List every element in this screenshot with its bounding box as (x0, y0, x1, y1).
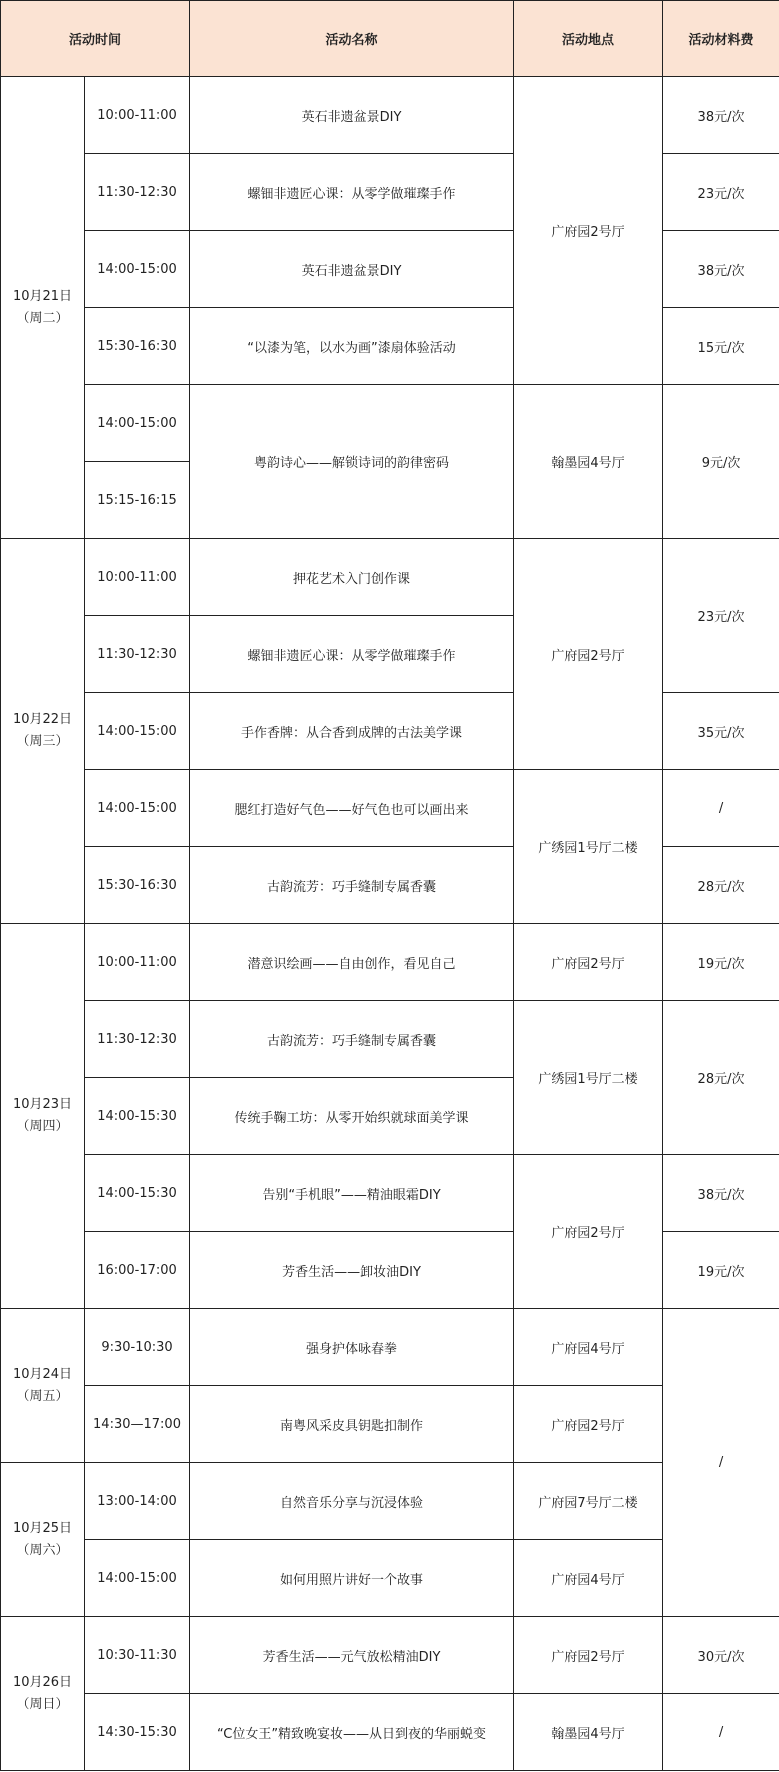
date-cell (1, 539, 85, 924)
fee-cell: 19元/次 (663, 924, 779, 1001)
table-row (1, 1155, 779, 1232)
activity-name-cell: 古韵流芳：巧手缝制专属香囊 (190, 847, 514, 924)
date-label: 10月24日 (12, 1366, 73, 1382)
activity-name-cell: 芳香生活——卸妆油DIY (190, 1232, 514, 1309)
table-row (1, 385, 779, 462)
table-row (1, 77, 779, 154)
fee-cell: / (663, 1694, 779, 1771)
location-cell: 翰墨园4号厅 (514, 1694, 663, 1771)
activity-name-cell: 腮红打造好气色——好气色也可以画出来 (190, 770, 514, 847)
date-label: 10月23日 (12, 1097, 73, 1112)
weekday-label: （周三） (16, 734, 69, 749)
date-cell (1, 1309, 85, 1463)
time-cell: 14:00-15:00 (85, 1540, 190, 1617)
time-cell: 14:00-15:30 (85, 1078, 190, 1155)
time-cell: 10:00-11:00 (85, 924, 190, 1001)
activity-name-cell: 粤韵诗心——解锁诗词的韵律密码 (190, 385, 514, 539)
time-cell: 14:00-15:30 (85, 1155, 190, 1232)
time-cell: 10:00-11:00 (85, 77, 190, 154)
time-cell: 16:00-17:00 (85, 1232, 190, 1309)
activity-name-cell: 英石非遗盆景DIY (190, 77, 514, 154)
activity-name-cell: 英石非遗盆景DIY (190, 231, 514, 308)
activity-name-cell: “以漆为笔，以水为画”漆扇体验活动 (190, 308, 514, 385)
location-cell: 广府园2号厅 (514, 1617, 663, 1694)
fee-cell: 15元/次 (663, 308, 779, 385)
table-row (1, 1386, 779, 1463)
activity-name-cell: 螺钿非遗匠心课：从零学做璀璨手作 (190, 616, 514, 693)
time-cell: 11:30-12:30 (85, 1001, 190, 1078)
fee-cell: 35元/次 (663, 693, 779, 770)
header-fee: 活动材料费 (663, 1, 779, 77)
weekday-label: （周四） (16, 1119, 69, 1134)
time-cell: 14:00-15:00 (85, 770, 190, 847)
activity-name-cell: 传统手鞠工坊：从零开始织就球面美学课 (190, 1078, 514, 1155)
activity-name-cell: 潜意识绘画——自由创作，看见自己 (190, 924, 514, 1001)
time-cell: 15:15-16:15 (85, 462, 190, 539)
date-cell (1, 1617, 85, 1771)
location-cell: 翰墨园4号厅 (514, 385, 663, 539)
date-label: 10月22日 (12, 712, 73, 727)
fee-cell: 30元/次 (663, 1617, 779, 1694)
fee-cell: 28元/次 (663, 1001, 779, 1155)
date-cell (1, 1463, 85, 1617)
time-cell: 14:00-15:00 (85, 693, 190, 770)
location-cell: 广府园4号厅 (514, 1540, 663, 1617)
fee-cell: 23元/次 (663, 539, 779, 693)
activity-name-cell: 自然音乐分享与沉浸体验 (190, 1463, 514, 1540)
table-row (1, 154, 779, 231)
table-header-row (1, 1, 779, 77)
time-cell: 14:30-15:30 (85, 1694, 190, 1771)
activity-name-cell: 手作香牌：从合香到成牌的古法美学课 (190, 693, 514, 770)
weekday-label: （周日） (16, 1696, 69, 1712)
header-time: 活动时间 (1, 1, 190, 77)
table-row (1, 924, 779, 1001)
header-location: 活动地点 (514, 1, 663, 77)
date-label: 10月26日 (12, 1674, 73, 1690)
weekday-label: （周五） (16, 1388, 69, 1404)
fee-cell: 9元/次 (663, 385, 779, 539)
table-row (1, 539, 779, 616)
time-cell: 15:30-16:30 (85, 308, 190, 385)
time-cell: 14:00-15:00 (85, 231, 190, 308)
table-row (1, 770, 779, 847)
location-cell: 广府园2号厅 (514, 924, 663, 1001)
fee-cell: 38元/次 (663, 231, 779, 308)
table-row (1, 1001, 779, 1078)
location-cell: 广府园2号厅 (514, 77, 663, 385)
fee-cell: 38元/次 (663, 77, 779, 154)
table-row (1, 847, 779, 924)
time-cell: 10:30-11:30 (85, 1617, 190, 1694)
time-cell: 11:30-12:30 (85, 616, 190, 693)
date-label: 10月21日 (12, 288, 73, 304)
date-cell (1, 77, 85, 539)
table-row (1, 693, 779, 770)
fee-cell: 28元/次 (663, 847, 779, 924)
table-row (1, 1694, 779, 1771)
fee-cell: 19元/次 (663, 1232, 779, 1309)
time-cell: 11:30-12:30 (85, 154, 190, 231)
activity-name-cell: 芳香生活——元气放松精油DIY (190, 1617, 514, 1694)
location-cell: 广府园4号厅 (514, 1309, 663, 1386)
activity-name-cell: 强身护体咏春拳 (190, 1309, 514, 1386)
activity-name-cell: 古韵流芳：巧手缝制专属香囊 (190, 1001, 514, 1078)
date-label: 10月25日 (12, 1520, 73, 1536)
activity-name-cell: 告别“手机眼”——精油眼霜DIY (190, 1155, 514, 1232)
activity-name-cell: 如何用照片讲好一个故事 (190, 1540, 514, 1617)
fee-cell: / (663, 770, 779, 847)
fee-cell: 38元/次 (663, 1155, 779, 1232)
activity-name-cell: “C位女王”精致晚宴妆——从日到夜的华丽蜕变 (190, 1694, 514, 1771)
location-cell: 广府园2号厅 (514, 1386, 663, 1463)
activity-name-cell: 南粤风采皮具钥匙扣制作 (190, 1386, 514, 1463)
date-cell (1, 924, 85, 1309)
time-cell: 13:00-14:00 (85, 1463, 190, 1540)
time-cell: 9:30-10:30 (85, 1309, 190, 1386)
table-row (1, 1309, 779, 1386)
location-cell: 广绣园1号厅二楼 (514, 1001, 663, 1155)
time-cell: 10:00-11:00 (85, 539, 190, 616)
location-cell: 广府园2号厅 (514, 1155, 663, 1309)
table-row (1, 1463, 779, 1540)
header-name: 活动名称 (190, 1, 514, 77)
table-row (1, 1540, 779, 1617)
table-row (1, 308, 779, 385)
fee-cell: 23元/次 (663, 154, 779, 231)
fee-cell: / (663, 1309, 779, 1617)
table-row (1, 1617, 779, 1694)
time-cell: 14:00-15:00 (85, 385, 190, 462)
activity-name-cell: 螺钿非遗匠心课：从零学做璀璨手作 (190, 154, 514, 231)
location-cell: 广府园2号厅 (514, 539, 663, 770)
time-cell: 15:30-16:30 (85, 847, 190, 924)
location-cell: 广府园7号厅二楼 (514, 1463, 663, 1540)
table-row (1, 1232, 779, 1309)
weekday-label: （周二） (16, 310, 69, 326)
time-cell: 14:30—17:00 (85, 1386, 190, 1463)
location-cell: 广绣园1号厅二楼 (514, 770, 663, 924)
activity-name-cell: 押花艺术入门创作课 (190, 539, 514, 616)
weekday-label: （周六） (16, 1542, 69, 1558)
table-row (1, 231, 779, 308)
